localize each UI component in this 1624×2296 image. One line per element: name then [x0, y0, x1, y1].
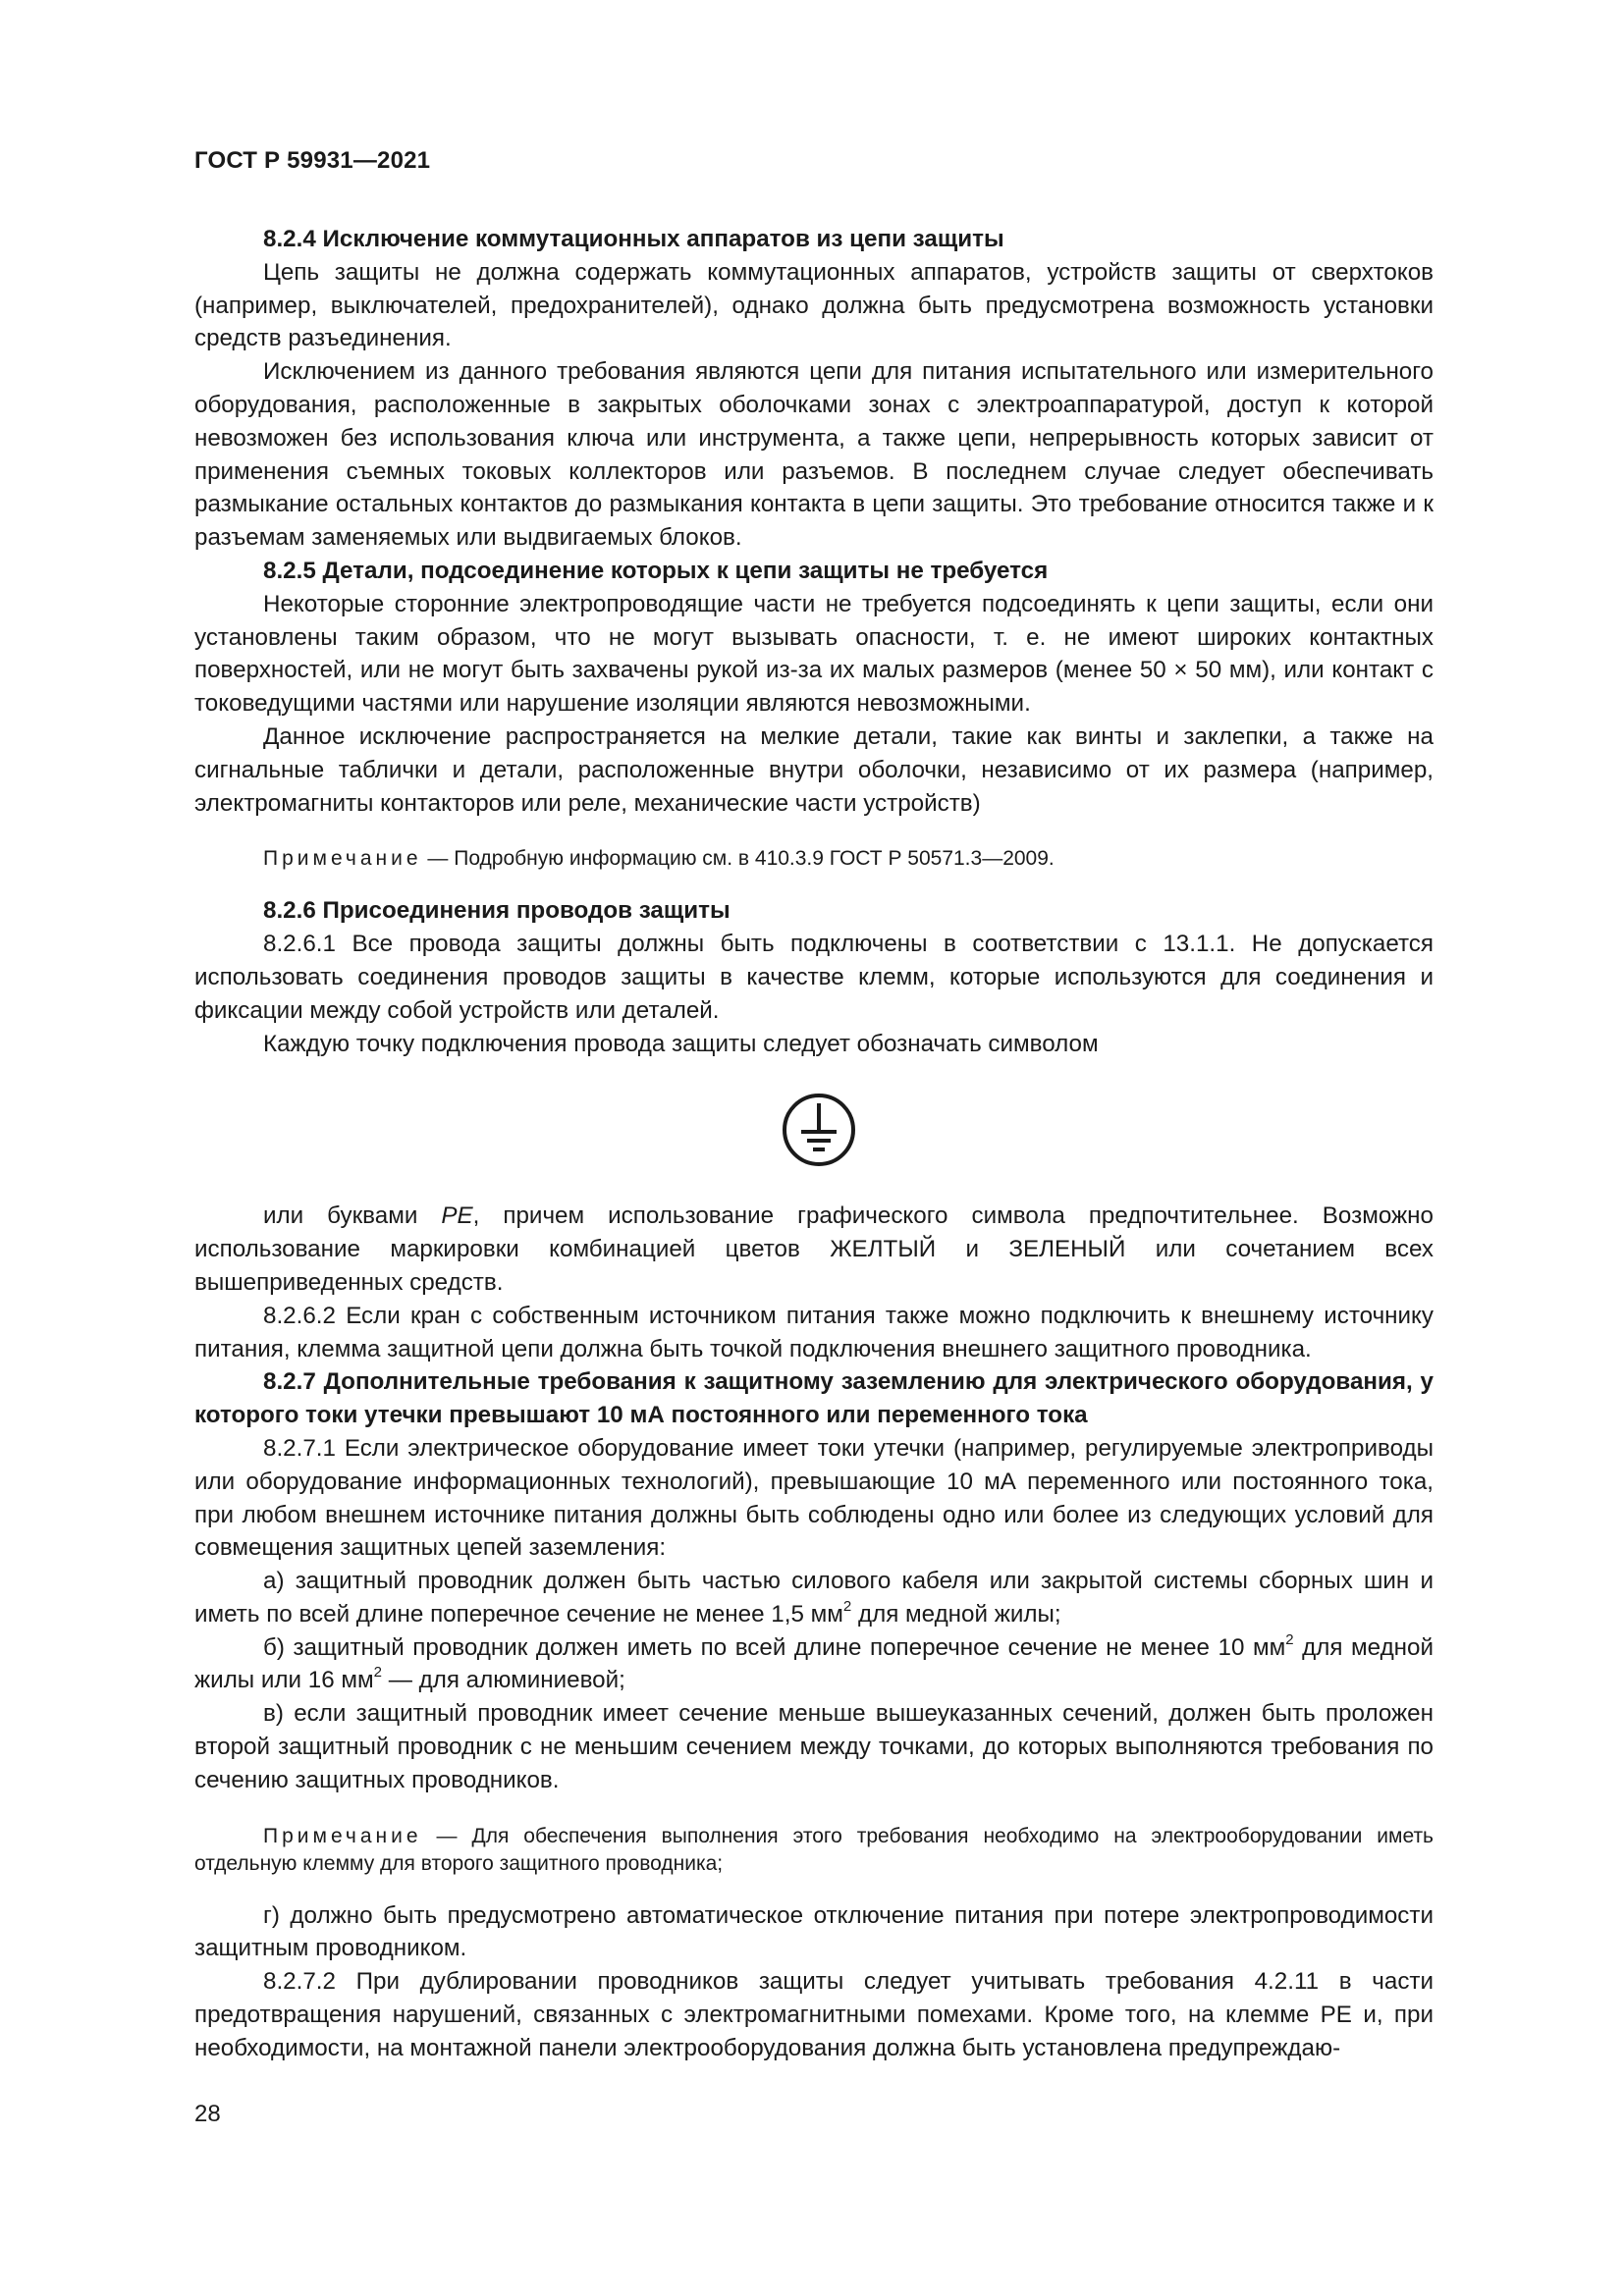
page-number: 28	[194, 2101, 221, 2127]
note-text: — Подробную информацию см. в 410.3.9 ГОСТ Р 50571.3—2009.	[421, 847, 1055, 871]
pe-letters: PE	[441, 1202, 473, 1230]
paragraph: Исключением из данного требования являются цепи для питания испытательного или измерительного оборудования, расположенные в закрытых оболочками зонах с электроаппаратурой, доступ к которой невозможен без использования ключа или инструмента, а также цепи, непрерывность которых зависит от применения съемных токовых коллекторов или разъемов. В последнем случае следует обеспечивать размыкание остальных контактов до размыкания контакта в цепи защиты. Это требование относится также и к разъемам заменяемых или выдвигаемых блоков.	[194, 358, 1434, 552]
paragraph: Каждую точку подключения провода защиты следует обозначать символом	[263, 1030, 1099, 1057]
paragraph: 8.2.7.1 Если электрическое оборудование имеет токи утечки (например, регулируемые электроприводы или оборудование информационных технологий), превышающие 10 мА переменного или постоянного тока, при любом внешнем источнике питания должны быть соблюдены одно или более из следующих условий для совмещения защитных цепей заземления:	[194, 1434, 1434, 1562]
paragraph: Некоторые сторонние электропроводящие части не требуется подсоединять к цепи защиты, если они установлены таким образом, что не могут вызывать опасности, т. е. не имеют широких контактных поверхностей, или не могут быть захвачены рукой из-за их малых размеров (менее 50 × 50 мм), или контакт с токоведущими частями или нарушение изоляции являются невозможными.	[194, 590, 1434, 718]
section-heading-8-2-6: 8.2.6 Присоединения проводов защиты	[263, 897, 731, 925]
section-heading-8-2-4: 8.2.4 Исключение коммутационных аппаратов из цепи защиты	[263, 226, 1004, 252]
text-run: для медной жилы или 16 мм	[194, 1633, 1435, 1694]
symbol-container	[194, 1060, 1434, 1200]
list-item-b	[194, 1631, 1434, 1698]
paragraph: Цепь защиты не должна содержать коммутационных аппаратов, устройств защиты от сверхтоков (например, выключателей, предохранителей), однако должна быть предусмотрена возможность установки средств разъединения.	[194, 258, 1434, 352]
text-run: — для алюминиевой;	[382, 1667, 625, 1694]
superscript: 2	[842, 1597, 852, 1615]
text-run: или буквами	[263, 1202, 442, 1230]
text-run: б) защитный проводник должен иметь по всей длине поперечное сечение не менее 10 мм	[263, 1633, 1286, 1661]
note-text: — Для обеспечения выполнения этого требования необходимо на электрооборудовании иметь отдельную клемму для второго защитного проводника;	[194, 1824, 1434, 1875]
note	[194, 845, 1434, 873]
paragraph: Данное исключение распространяется на мелкие детали, такие как винты и заклепки, а также на сигнальные таблички и детали, расположенные внутри оболочки, независимо от их размера (например, электромагниты контакторов или реле, механические части устройств)	[194, 722, 1434, 817]
paragraph	[194, 1200, 1434, 1299]
list-item-a	[194, 1565, 1434, 1631]
text-run: , причем использование графического символа предпочтительнее. Возможно использование маркировки комбинацией цветов ЖЕЛТЫЙ и ЗЕЛЕНЫЙ или сочетанием всех вышеприведенных средств.	[194, 1202, 1434, 1296]
section-heading-8-2-7: 8.2.7 Дополнительные требования к защитному заземлению для электрического оборудования, у которого токи утечки превышают 10 мА постоянного или переменного тока	[194, 1368, 1434, 1429]
superscript: 2	[373, 1664, 382, 1682]
note-label: Примечание	[263, 1824, 422, 1847]
protective-earth-icon	[780, 1091, 858, 1169]
paragraph: 8.2.6.2 Если кран с собственным источником питания также можно подключить к внешнему источнику питания, клемма защитной цепи должна быть точкой подключения внешнего защитного проводника.	[194, 1302, 1434, 1362]
note-label: Примечание	[263, 847, 422, 871]
text-run: для медной жилы;	[851, 1600, 1061, 1628]
superscript: 2	[1285, 1630, 1294, 1648]
section-heading-8-2-5: 8.2.5 Детали, подсоединение которых к цепи защиты не требуется	[263, 557, 1049, 584]
document-body	[194, 223, 1434, 2065]
list-item-c: в) если защитный проводник имеет сечение меньше вышеуказанных сечений, должен быть проложен второй защитный проводник с не меньшим сечением между точками, до которых выполняются требования по сечению защитных проводников.	[194, 1700, 1434, 1793]
text-run: а) защитный проводник должен быть частью силового кабеля или закрытой системы сборных шин и иметь по всей длине поперечное сечение не менее 1,5 мм	[194, 1568, 1434, 1628]
document-header-id: ГОСТ Р 59931—2021	[194, 147, 431, 174]
paragraph: 8.2.7.2 При дублировании проводников защиты следует учитывать требования 4.2.11 в части предотвращения нарушений, связанных с электромагнитными помехами. Кроме того, на клемме PE и, при необходимости, на монтажной панели электрооборудования должна быть установлена предупреждаю-	[194, 1968, 1434, 2061]
paragraph: 8.2.6.1 Все провода защиты должны быть подключены в соответствии с 13.1.1. Не допускается использовать соединения проводов защиты в качестве клемм, которые используются для соединения и фиксации между собой устройств или деталей.	[194, 931, 1434, 1024]
note	[194, 1823, 1434, 1878]
list-item-d: г) должно быть предусмотрено автоматическое отключение питания при потере электропроводимости защитным проводником.	[194, 1901, 1434, 1962]
